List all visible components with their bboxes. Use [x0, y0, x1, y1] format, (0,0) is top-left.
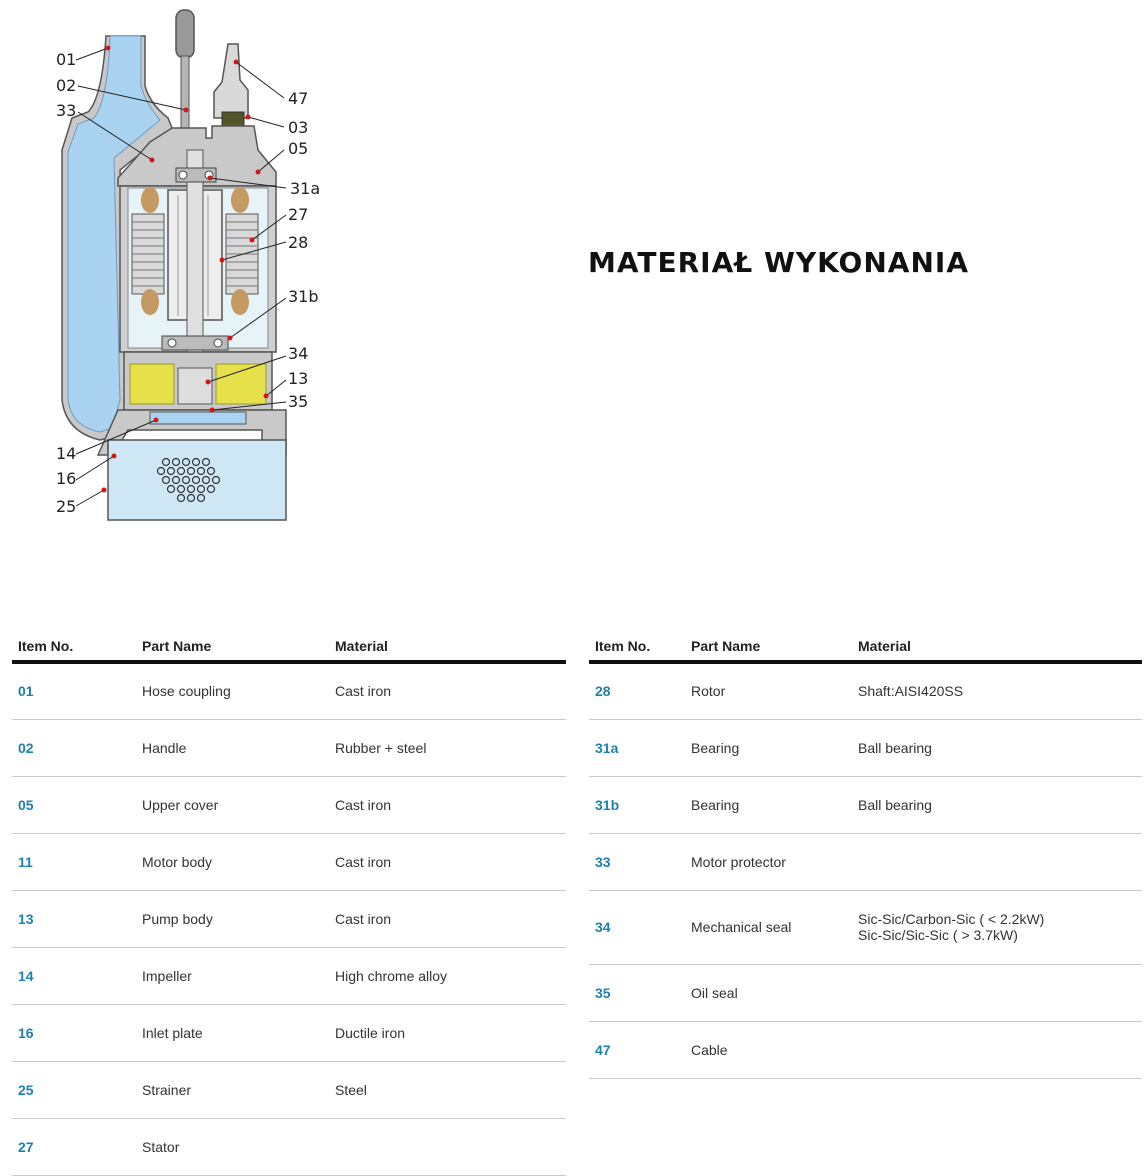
material: Shaft:AISI420SS [852, 662, 1142, 719]
table-row [12, 890, 566, 947]
callout-34: 34 [288, 344, 309, 363]
material: Cast iron [329, 833, 566, 890]
callout-33: 33 [56, 101, 77, 120]
part-name: Motor body [136, 833, 329, 890]
item-no: 34 [589, 890, 685, 964]
cable-gland [214, 44, 248, 118]
table-row [589, 776, 1142, 833]
callout-25: 25 [56, 497, 77, 516]
callout-47: 47 [288, 89, 309, 108]
part-name: Oil seal [685, 964, 852, 1021]
callout-16: 16 [56, 469, 77, 488]
table-row [12, 833, 566, 890]
part-name: Bearing [685, 719, 852, 776]
part-name: Inlet plate [136, 1004, 329, 1061]
table-header-row [12, 620, 566, 662]
item-no: 33 [589, 833, 685, 890]
material: Ball bearing [852, 719, 1142, 776]
callout-01: 01 [56, 50, 77, 69]
item-no: 28 [589, 662, 685, 719]
column-header-material: Material [852, 620, 1142, 662]
part-name: Handle [136, 719, 329, 776]
part-name: Stator [136, 1118, 329, 1175]
callout-13: 13 [288, 369, 309, 388]
item-no: 25 [12, 1061, 136, 1118]
table-header-row [589, 620, 1142, 662]
item-no: 02 [12, 719, 136, 776]
callout-03: 03 [288, 118, 309, 137]
item-no: 11 [12, 833, 136, 890]
material [852, 1021, 1142, 1078]
table-row [12, 1061, 566, 1118]
callout-02: 02 [56, 76, 77, 95]
part-name: Motor protector [685, 833, 852, 890]
column-header-material: Material [329, 620, 566, 662]
item-no: 14 [12, 947, 136, 1004]
handle [176, 10, 194, 58]
material-line-2: Sic-Sic/Sic-Sic ( > 3.7kW) [858, 927, 1018, 943]
item-no: 16 [12, 1004, 136, 1061]
item-no: 35 [589, 964, 685, 1021]
pump-cross-section-diagram [0, 0, 340, 540]
column-header-part-name: Part Name [136, 620, 329, 662]
material: High chrome alloy [329, 947, 566, 1004]
part-name: Bearing [685, 776, 852, 833]
impeller [150, 412, 246, 424]
part-name: Strainer [136, 1061, 329, 1118]
mechanical-seal [178, 368, 212, 404]
callout-27: 27 [288, 205, 309, 224]
material: Ball bearing [852, 776, 1142, 833]
table-row [589, 890, 1142, 964]
table-row [12, 662, 566, 719]
item-no: 31b [589, 776, 685, 833]
table-row [12, 1004, 566, 1061]
item-no: 27 [12, 1118, 136, 1175]
strainer [108, 440, 286, 520]
table-row [589, 964, 1142, 1021]
callout-05: 05 [288, 139, 309, 158]
part-name: Upper cover [136, 776, 329, 833]
item-no: 05 [12, 776, 136, 833]
material-line-1: Sic-Sic/Carbon-Sic ( < 2.2kW) [858, 911, 1045, 927]
part-name: Hose coupling [136, 662, 329, 719]
table-row [589, 662, 1142, 719]
parts-table-right [589, 620, 1142, 1079]
parts-table-left [12, 620, 566, 1176]
column-header-item-no: Item No. [12, 620, 136, 662]
item-no: 31a [589, 719, 685, 776]
part-name: Mechanical seal [685, 890, 852, 964]
material [852, 833, 1142, 890]
table-row [12, 947, 566, 1004]
callout-14: 14 [56, 444, 77, 463]
callout-28: 28 [288, 233, 309, 252]
column-header-part-name: Part Name [685, 620, 852, 662]
callout-35: 35 [288, 392, 309, 411]
table-row [12, 1118, 566, 1175]
item-no: 47 [589, 1021, 685, 1078]
page-heading: MATERIAŁ WYKONANIA [588, 246, 969, 279]
material [852, 964, 1142, 1021]
item-no: 01 [12, 662, 136, 719]
material: Steel [329, 1061, 566, 1118]
part-name: Impeller [136, 947, 329, 1004]
material: Cast iron [329, 890, 566, 947]
part-name: Pump body [136, 890, 329, 947]
part-name: Rotor [685, 662, 852, 719]
material [852, 890, 1142, 964]
table-row [12, 776, 566, 833]
table-row [12, 719, 566, 776]
table-row [589, 1021, 1142, 1078]
callout-31a: 31a [290, 179, 321, 198]
part-name: Cable [685, 1021, 852, 1078]
material: Cast iron [329, 662, 566, 719]
column-header-item-no: Item No. [589, 620, 685, 662]
table-row [589, 719, 1142, 776]
callout-31b: 31b [288, 287, 319, 306]
material: Cast iron [329, 776, 566, 833]
material: Ductile iron [329, 1004, 566, 1061]
table-row [589, 833, 1142, 890]
material: Rubber + steel [329, 719, 566, 776]
material [329, 1118, 566, 1175]
item-no: 13 [12, 890, 136, 947]
